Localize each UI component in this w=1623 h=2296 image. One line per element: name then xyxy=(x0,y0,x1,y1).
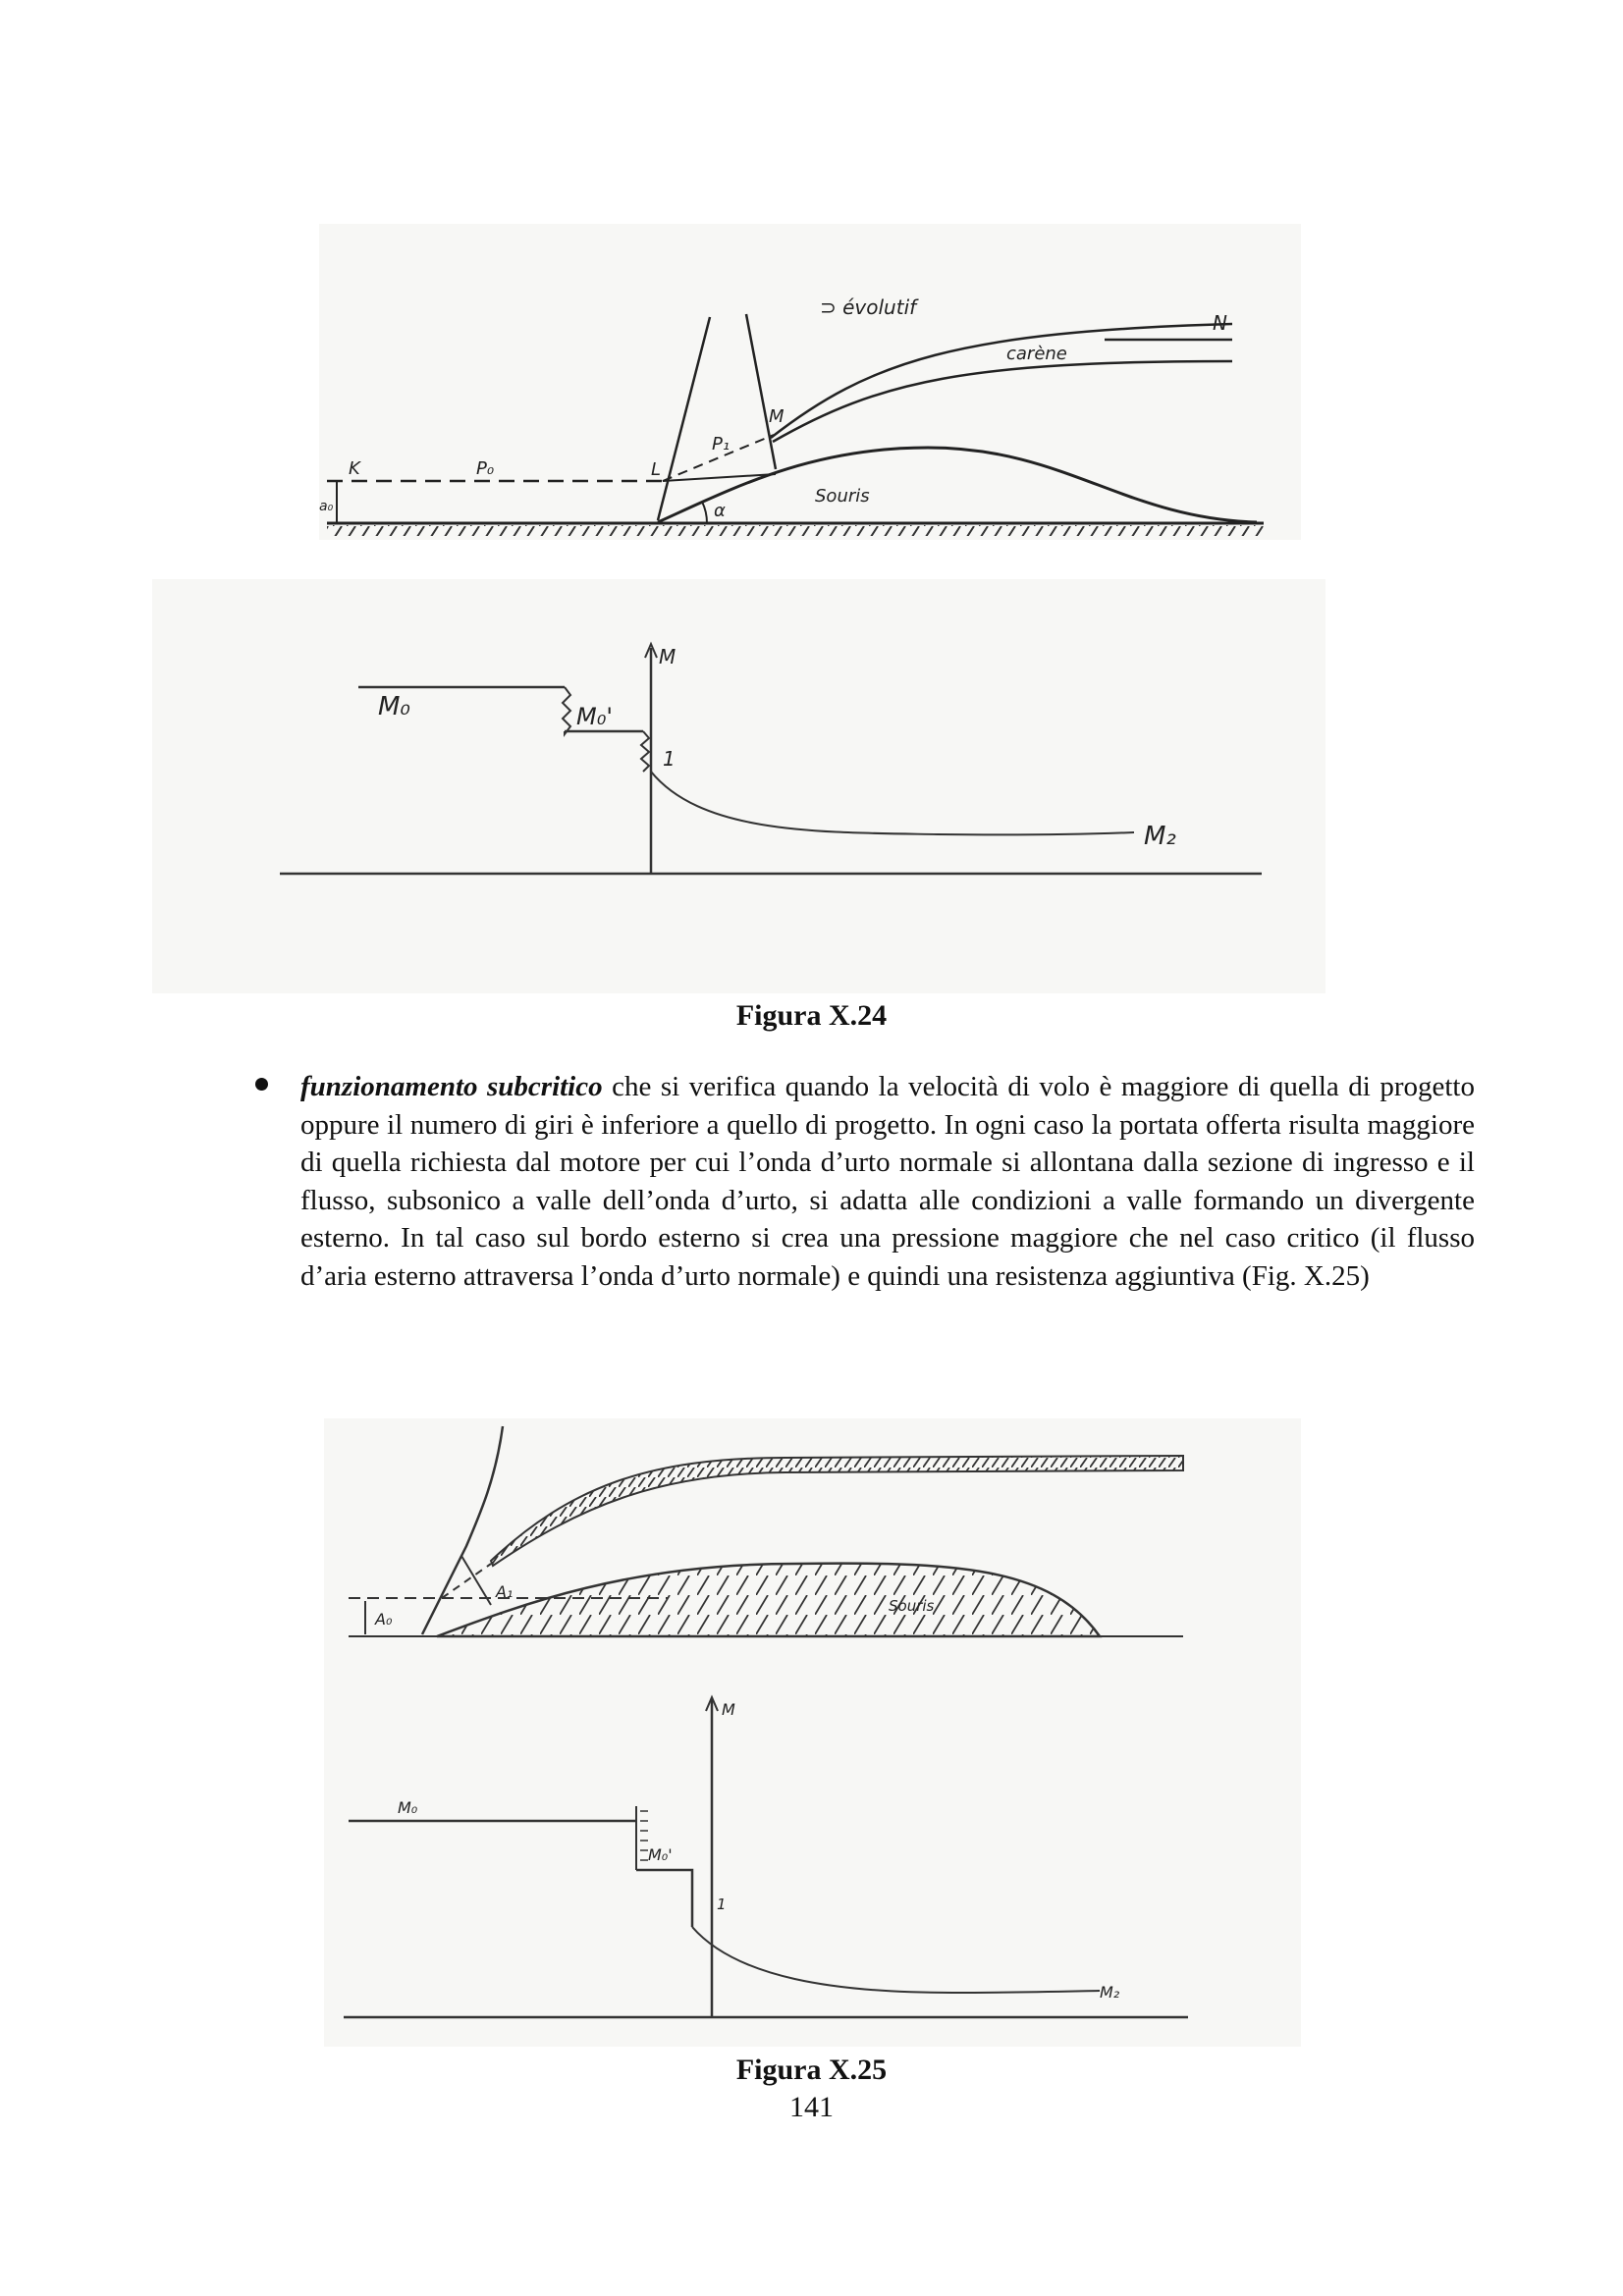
souris-body-25 xyxy=(437,1564,1100,1636)
cowl-25 xyxy=(491,1456,1183,1566)
oblique-shock-right xyxy=(746,314,776,469)
bullet-dot-icon xyxy=(255,1078,268,1091)
bullet-term: funzionamento subcritico xyxy=(300,1071,603,1102)
label-a0-25: A₀ xyxy=(375,1610,393,1629)
label-m0-25: M₀ xyxy=(398,1798,418,1817)
souris-body xyxy=(658,448,1257,522)
m0-wave-jump xyxy=(563,687,570,734)
label-p0: P₀ xyxy=(476,458,495,479)
carene-outer xyxy=(771,324,1232,438)
bullet-item xyxy=(300,1068,1475,1295)
figure-24-caption: Figura X.24 xyxy=(735,999,888,1032)
label-m0-prime-25: M₀' xyxy=(648,1845,673,1864)
label-a1-25: A₁ xyxy=(496,1582,514,1601)
label-evolutif: ⊃ évolutif xyxy=(820,295,917,319)
label-m2-25: M₂ xyxy=(1100,1983,1120,2002)
label-one-25: 1 xyxy=(717,1896,727,1913)
label-axis-m-25: M xyxy=(722,1700,735,1719)
label-one: 1 xyxy=(663,747,676,771)
label-p1: P₁ xyxy=(712,434,730,454)
label-souris: Souris xyxy=(815,486,870,507)
label-m: M xyxy=(769,406,784,427)
m2-curve-25 xyxy=(692,1927,1100,1993)
label-k: K xyxy=(349,458,360,479)
m0-prime-step-25 xyxy=(636,1870,692,1927)
m0-prime-wave-jump xyxy=(641,731,649,772)
oblique-shock-left xyxy=(658,317,710,520)
figure-24-mach-diagram xyxy=(152,579,1325,993)
m2-curve xyxy=(651,772,1134,834)
figure-24-intake-diagram xyxy=(319,224,1301,540)
bullet-paragraph xyxy=(300,1068,1475,1295)
label-axis-m: M xyxy=(659,645,676,668)
ground-hatching xyxy=(327,525,1264,536)
page-number: 141 xyxy=(789,2091,834,2123)
label-souris-25: Souris xyxy=(889,1597,935,1615)
label-alpha: α xyxy=(714,501,726,521)
label-l: L xyxy=(651,459,662,480)
label-m0-prime: M₀' xyxy=(576,703,613,730)
figure-25-diagram xyxy=(324,1418,1301,2047)
label-m2: M₂ xyxy=(1144,822,1176,851)
label-n: N xyxy=(1213,311,1227,335)
label-m0: M₀ xyxy=(378,692,410,721)
figure-25-caption: Figura X.25 xyxy=(735,2054,888,2086)
label-a0: a₀ xyxy=(319,499,334,514)
label-carene: carène xyxy=(1006,344,1067,364)
alpha-arc xyxy=(702,502,707,523)
carene-inner xyxy=(773,361,1232,442)
m0-wave-ticks-25 xyxy=(640,1811,648,1860)
bullet-text: che si verifica quando la velocità di volo è maggiore di quella di progetto oppure il numero di giri è inferiore a quello di progetto. In ogni caso la portata offerta risulta maggiore di quella richiesta dal motore per cui l’onda d’urto normale si allontana dalla sezione di ingresso e il flusso, subsonico a valle dell’onda d’urto, si adatta alle condizioni a valle formando un divergente esterno. In tal caso sul bordo esterno si crea una pressione maggiore che nel caso critico (il flusso d’aria esterno attraversa l’onda d’urto normale) e quindi una resistenza aggiuntiva (Fig. X.25) xyxy=(300,1071,1475,1292)
